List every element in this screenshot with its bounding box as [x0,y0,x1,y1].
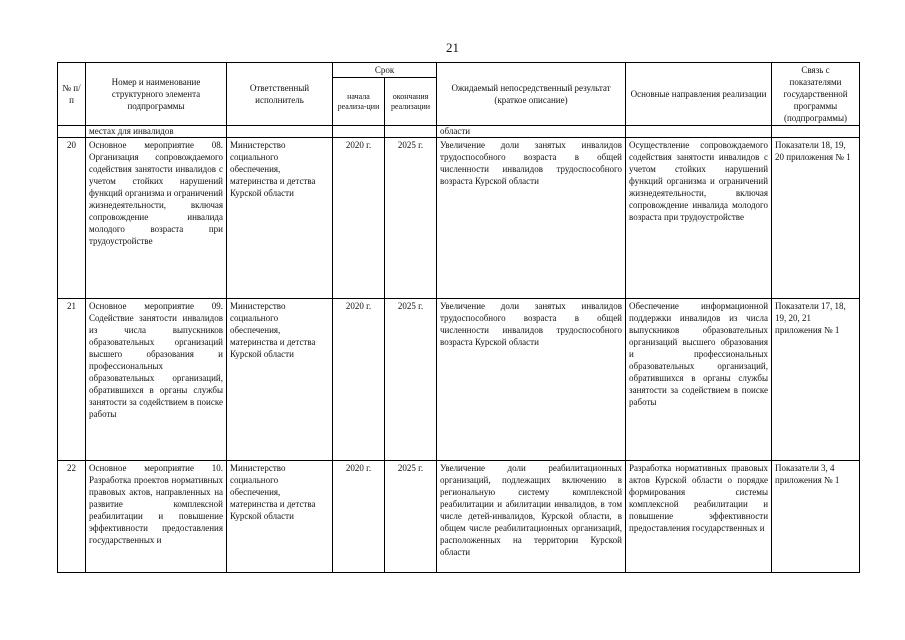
row-directions: Разработка нормативных правовых актов Курской области о порядке формирования системы комплексной реабилитации и повышение эффективности предоставления государственных и [626,461,772,573]
row-result: Увеличение доли занятых инвалидов трудоспособного возраста в общей численности инвалидов трудоспособного возраста Курской области [437,138,626,299]
row-responsible: Министерство социального обеспечения, материнства и детства Курской области [227,299,333,461]
row-end: 2025 г. [385,299,437,461]
header-result: Ожидаемый непосредственный результат (краткое описание) [437,63,626,126]
continuation-row [58,126,860,138]
header-period: Срок [333,63,437,78]
table-row [58,461,860,573]
row-num: 21 [58,299,86,461]
table-row [58,138,860,299]
row-result: Увеличение доли занятых инвалидов трудоспособного возраста в общей численности инвалидов трудоспособного возраста Курской области [437,299,626,461]
row-num: 22 [58,461,86,573]
row-directions: Обеспечение информационной поддержки инвалидов из числа выпускников образовательных организаций высшего образования и профессиональных образовательных организаций, обратившихся в органы службы занятости за содействием в поиске работы [626,299,772,461]
header-num: № п/п [58,63,86,126]
continuation-name: местах для инвалидов [86,126,227,138]
header-name: Номер и наименование структурного элемента подпрограммы [86,63,227,126]
row-responsible: Министерство социального обеспечения, материнства и детства Курской области [227,138,333,299]
row-responsible: Министерство социального обеспечения, материнства и детства Курской области [227,461,333,573]
measures-table [57,62,860,573]
row-name: Основное мероприятие 08. Организация сопровождаемого содействия занятости инвалидов с учетом стойких нарушений функций организма и ограничений жизнедеятельности, включая сопровождение инвалида молодого возраста при трудоустройстве [86,138,227,299]
row-start: 2020 г. [333,138,385,299]
row-directions: Осуществление сопровождаемого содействия занятости инвалидов с учетом стойких нарушений функций организма и ограничений жизнедеятельности, включая сопровождение инвалида молодого возраста при трудоустройстве [626,138,772,299]
page-number: 21 [446,40,459,55]
row-name: Основное мероприятие 09. Содействие занятости инвалидов из числа выпускников образовательных организаций высшего образования и профессиональных образовательных организаций, обратившихся в органы службы занятости за содействием в поиске работы [86,299,227,461]
header-responsible: Ответственный исполнитель [227,63,333,126]
row-end: 2025 г. [385,461,437,573]
header-start: начала реализа-ции [333,78,385,126]
row-link: Показатели 17, 18, 19, 20, 21 приложения № 1 [772,299,860,461]
row-num: 20 [58,138,86,299]
row-link: Показатели 18, 19, 20 приложения № 1 [772,138,860,299]
row-start: 2020 г. [333,461,385,573]
header-link: Связь с показателями государственной программы (подпрограммы) [772,63,860,126]
table-header [58,63,860,126]
row-name: Основное мероприятие 10. Разработка проектов нормативных правовых актов, направленных на развитие комплексной реабилитации и повышение эффективности предоставления государственных и [86,461,227,573]
row-link: Показатели 3, 4 приложения № 1 [772,461,860,573]
table-row [58,299,860,461]
row-result: Увеличение доли реабилитационных организаций, подлежащих включению в региональную систему комплексной реабилитации и абилитации инвалидов, в том числе детей-инвалидов, Курской области, в общем числе реабилитационных организаций, расположенных на территории Курской области [437,461,626,573]
row-end: 2025 г. [385,138,437,299]
header-end: окончания реализации [385,78,437,126]
continuation-result: области [437,126,626,138]
row-start: 2020 г. [333,299,385,461]
header-directions: Основные направления реализации [626,63,772,126]
